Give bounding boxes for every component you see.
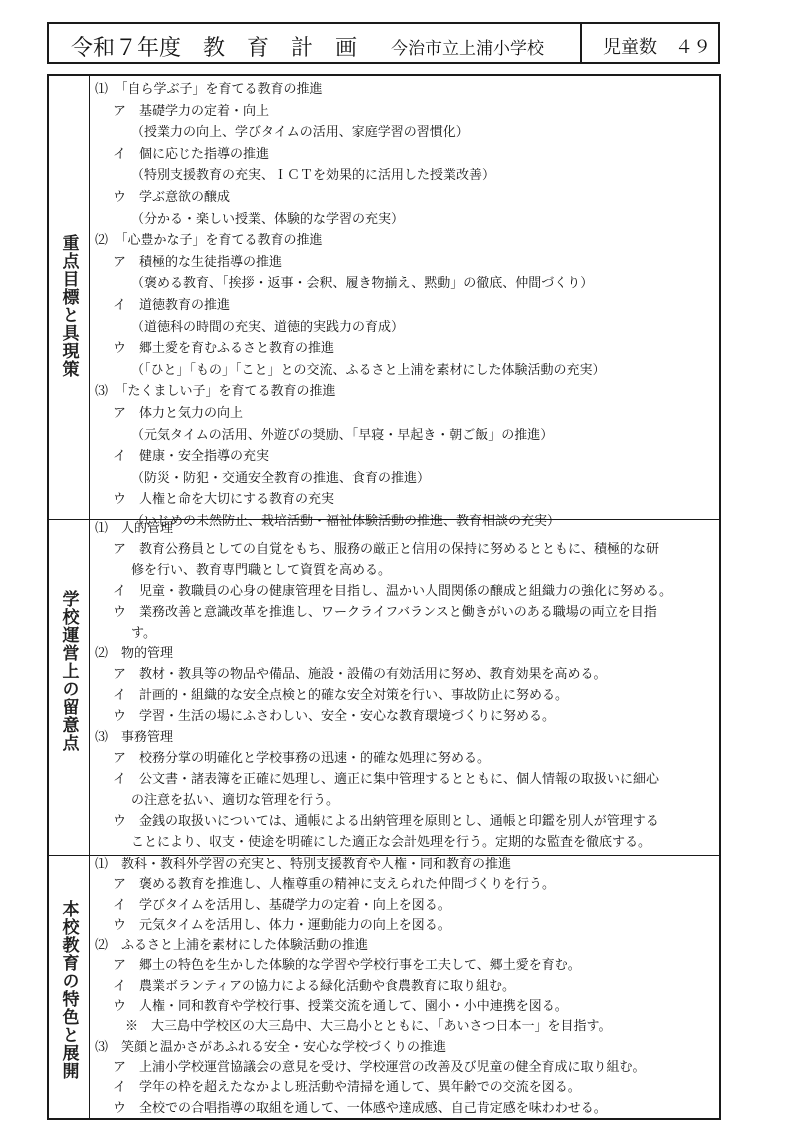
item-line: ウ 業務改善と意識改革を推進し、ワークライフバランスと働きがいのある職場の両立を目指 <box>113 604 657 620</box>
header-divider <box>580 24 582 62</box>
continuation-line: 修を行い、教育専門職として資質を高める。 <box>131 562 392 578</box>
item-line: ウ 人権・同和教育や学校行事、授業交流を通して、園小・小中連携を図る。 <box>113 999 568 1015</box>
detail-line: （分かる・楽しい授業、体験的な学習の充実） <box>131 211 405 227</box>
section-content-priority-goals <box>95 79 717 532</box>
detail-line: （防災・防犯・交通安全教育の推進、食育の推進） <box>131 470 431 486</box>
item-line: イ 学年の枠を超えたなかよし班活動や清掃を通して、異年齢での交流を図る。 <box>113 1080 581 1096</box>
continuation-line: ことにより、収支・使途を明確にした適正な会計処理を行う。定期的な監査を徹底する。 <box>131 834 652 850</box>
heading-line: ⑴ 人的管理 <box>95 521 174 536</box>
section-content-school-features <box>95 855 717 1119</box>
item-line: ウ 人権と命を大切にする教育の充実 <box>113 492 335 508</box>
continuation-line: す。 <box>131 625 156 641</box>
item-line: ア 教育公務員としての自覚をもち、服務の厳正と信用の保持に努めるとともに、積極的な研 <box>113 541 660 557</box>
heading-line: ⑴ 「自ら学ぶ子」を育てる教育の推進 <box>95 82 323 97</box>
item-line: イ 健康・安全指導の充実 <box>113 449 270 465</box>
item-line: ア 郷土の特色を生かした体験的な学習や学校行事を工夫して、郷土愛を育む。 <box>113 958 581 974</box>
item-line: イ 農業ボランティアの協力による緑化活動や食農教育に取り組む。 <box>113 978 515 994</box>
plan-table <box>47 74 721 1120</box>
heading-line: ⑵ 物的管理 <box>95 646 174 662</box>
heading-line: ⑵ 「心豊かな子」を育てる教育の推進 <box>95 233 323 249</box>
school-name: 今治市立上浦小学校 <box>391 39 544 59</box>
heading-line: ⑶ 「たくましい子」を育てる教育の推進 <box>95 384 336 400</box>
detail-line: （授業力の向上、学びタイムの活用、家庭学習の習慣化） <box>131 125 469 141</box>
detail-line: （「ひと」「もの」「こと」との交流、ふるさと上浦を素材にした体験活動の充実） <box>131 362 606 378</box>
heading-line: ⑵ ふるさと上浦を素材にした体験活動の推進 <box>95 938 369 954</box>
student-count: 児童数 ４９ <box>603 37 711 58</box>
heading-line: ⑶ 笑顔と温かさがあふれる安全・安心な学校づくりの推進 <box>95 1039 447 1055</box>
detail-line: （特別支援教育の充実、ＩＣＴを効果的に活用した授業改善） <box>131 168 496 184</box>
item-line: イ 計画的・組織的な安全点検と的確な安全対策を行い、事故防止に努める。 <box>113 688 569 704</box>
item-line: ア 体力と気力の向上 <box>113 405 244 421</box>
note-line: ※ 大三島中学校区の大三島中、大三島小とともに、「あいさつ日本一」を目指す。 <box>125 1019 612 1035</box>
document-title: 令和７年度 教 育 計 画 <box>71 36 358 61</box>
heading-line: ⑶ 事務管理 <box>95 730 174 746</box>
item-line: ア 基礎学力の定着・向上 <box>113 103 270 119</box>
item-line: ウ 学ぶ意欲の醸成 <box>113 189 231 205</box>
item-line: イ 公文書・諸表簿を正確に処理し、適正に集中管理するとともに、個人情報の取扱いに細心 <box>113 771 660 787</box>
detail-line: （褒める教育、「挨拶・返事・会釈、履き物揃え、黙動」の徹底、仲間づくり） <box>131 276 594 292</box>
item-line: ア 上浦小学校運営協議会の意見を受け、学校運営の改善及び児童の健全育成に取り組む。 <box>113 1059 646 1075</box>
heading-line: ⑴ 教科・教科外学習の充実と、特別支援教育や人権・同和教育の推進 <box>95 857 512 872</box>
item-line: ア 褒める教育を推進し、人権尊重の精神に支えられた仲間づくりを行う。 <box>113 877 556 893</box>
item-line: ウ 郷土愛を育むふるさと教育の推進 <box>113 341 335 357</box>
item-line: ウ 金銭の取扱いについては、通帳による出納管理を原則とし、通帳と印鑑を別人が管理する <box>113 813 659 829</box>
item-line: ウ 学習・生活の場にふさわしい、安全・安心な教育環境づくりに努める。 <box>113 709 556 725</box>
item-line: ウ 全校での合唱指導の取組を通して、一体感や達成感、自己肯定感を味わわせる。 <box>113 1100 607 1116</box>
label-column-divider <box>89 76 90 1118</box>
detail-line: （道徳科の時間の充実、道徳的実践力の育成） <box>131 319 405 335</box>
item-line: イ 児童・教職員の心身の健康管理を目指し、温かい人間関係の醸成と組織力の強化に努める。 <box>113 583 673 599</box>
section-label-text: 本校教育の特色と展開 <box>58 900 79 1080</box>
section-label-school-management <box>49 520 89 855</box>
document-header <box>47 22 720 64</box>
continuation-line: の注意を払い、適切な管理を行う。 <box>131 792 340 808</box>
item-line: ア 教材・教具等の物品や備品、施設・設備の有効活用に努め、教育効果を高める。 <box>113 667 607 683</box>
item-line: ウ 元気タイムを活用し、体力・運動能力の向上を図る。 <box>113 917 451 933</box>
item-line: イ 道徳教育の推進 <box>113 297 231 313</box>
detail-line: （元気タイムの活用、外遊びの奨励、「早寝・早起き・朝ご飯」の推進） <box>131 427 554 443</box>
section-label-text: 重点目標と具現策 <box>58 234 79 378</box>
item-line: イ 学びタイムを活用し、基礎学力の定着・向上を図る。 <box>113 897 451 913</box>
item-line: イ 個に応じた指導の推進 <box>113 146 270 162</box>
section-label-priority-goals <box>49 76 89 519</box>
detail-line: （いじめの未然防止、栽培活動・福祉体験活動の推進、教育相談の充実） <box>131 513 561 529</box>
item-line: ア 校務分掌の明確化と学校事務の迅速・的確な処理に努める。 <box>113 750 491 766</box>
section-label-text: 学校運営上の留意点 <box>58 590 79 752</box>
section-label-school-features <box>49 856 89 1120</box>
section-content-school-management <box>95 519 717 854</box>
item-line: ア 積極的な生徒指導の推進 <box>113 254 283 270</box>
